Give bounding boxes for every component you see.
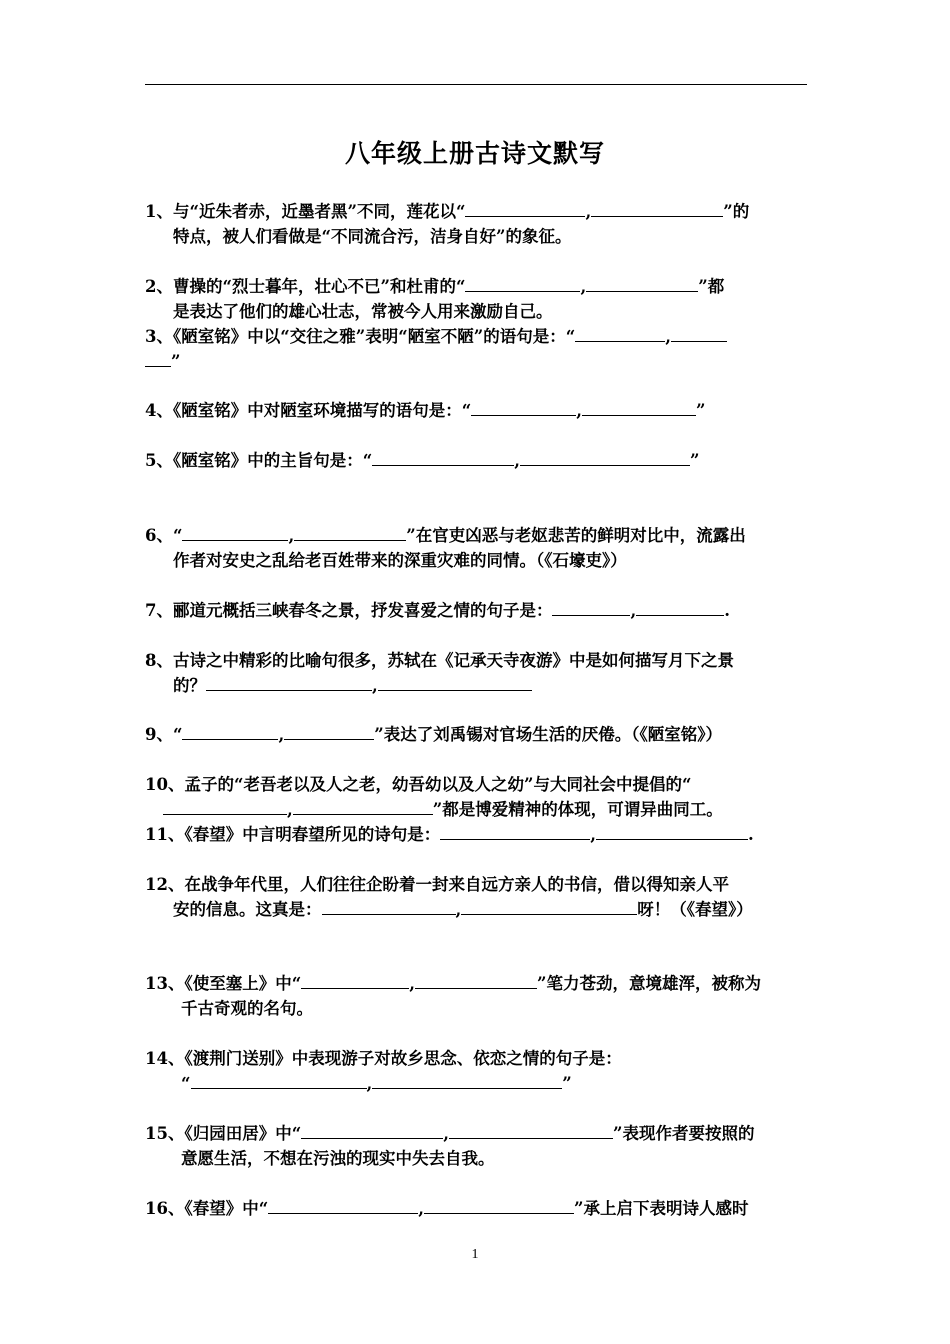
q16-text: 16、《春望》中“ — [145, 1199, 269, 1218]
q15-blank-2[interactable] — [449, 1123, 613, 1139]
q13-comma: , — [409, 974, 415, 993]
q6-text-end: ”在官吏凶恶与老妪悲苦的鲜明对比中，流露出 — [406, 526, 746, 545]
q6-text: 6、“ — [145, 526, 183, 545]
q15-blank-1[interactable] — [301, 1123, 443, 1139]
q4-blank-2[interactable] — [582, 400, 696, 416]
q12-blank-2[interactable] — [461, 899, 637, 915]
page-number: 1 — [471, 1247, 479, 1262]
q13-text-end: ”笔力苍劲，意境雄浑，被称为 — [536, 974, 761, 993]
question-14 — [145, 1046, 809, 1096]
question-2 — [145, 274, 809, 324]
q2-line-2: 是表达了他们的雄心壮志，常被今人用来激励自己。 — [173, 302, 553, 321]
q16-blank-2[interactable] — [424, 1198, 574, 1214]
q6-blank-2[interactable] — [294, 525, 406, 541]
q12-text: 12、在战争年代里，人们往往企盼着一封来自远方亲人的书信，借以得知亲人平 — [145, 875, 729, 894]
q3-comma: , — [665, 327, 671, 346]
question-11 — [145, 822, 809, 847]
q15-text-end: ”表现作者要按照的 — [612, 1124, 755, 1143]
q15-comma: , — [443, 1124, 449, 1143]
q15-text: 15、《归园田居》中“ — [145, 1124, 302, 1143]
q6-line-2: 作者对安史之乱给老百姓带来的深重灾难的同情。（《石壕吏》） — [173, 551, 627, 570]
q4-text-end: ” — [695, 401, 706, 420]
q1-text-end: ”的 — [723, 202, 750, 221]
q9-comma: , — [278, 725, 285, 744]
header-rule — [145, 84, 807, 85]
q16-text-end: ”承上启下表明诗人感时 — [573, 1199, 749, 1218]
question-13 — [145, 971, 809, 1021]
q1-blank-1[interactable] — [465, 201, 585, 217]
q10-comma: , — [287, 800, 293, 819]
q6-comma: , — [288, 526, 295, 545]
q2-comma: , — [580, 277, 587, 296]
q15-line-2: 意愿生活，不想在污浊的现实中失去自我。 — [181, 1149, 495, 1168]
q11-comma: , — [590, 825, 596, 844]
q14-text: 14、《渡荆门送别》中表现游子对故乡思念、依恋之情的句子是： — [145, 1049, 622, 1068]
q11-blank-1[interactable] — [440, 824, 590, 840]
q13-blank-2[interactable] — [415, 973, 537, 989]
q9-blank-1[interactable] — [182, 724, 278, 740]
q2-blank-2[interactable] — [586, 276, 698, 292]
q2-text-end: ”都 — [698, 277, 725, 296]
q13-text: 13、《使至塞上》中“ — [145, 974, 302, 993]
q10-text-end: ”都是博爱精神的体现，可谓异曲同工。 — [432, 800, 723, 819]
q12-comma: , — [455, 900, 462, 919]
q13-blank-1[interactable] — [301, 973, 409, 989]
question-16 — [145, 1196, 809, 1221]
q3-text: 3、《陋室铭》中以“交往之雅”表明“陋室不陋”的语句是：“ — [145, 327, 576, 346]
q1-text: 1、与“近朱者赤，近墨者黑”不同，莲花以“ — [145, 202, 466, 221]
q9-blank-2[interactable] — [284, 724, 374, 740]
q8-blank-1[interactable] — [206, 675, 372, 691]
q7-text: 7、郦道元概括三峡春冬之景，抒发喜爱之情的句子是： — [145, 601, 553, 620]
question-9 — [145, 722, 809, 747]
question-10 — [145, 772, 809, 822]
q6-blank-1[interactable] — [182, 525, 288, 541]
question-5 — [145, 448, 809, 473]
q11-blank-2[interactable] — [596, 824, 748, 840]
question-3 — [145, 324, 809, 374]
q7-comma: , — [630, 601, 637, 620]
q4-comma: , — [576, 401, 582, 420]
question-1 — [145, 199, 809, 249]
question-4 — [145, 398, 809, 423]
q4-text: 4、《陋室铭》中对陋室环境描写的语句是：“ — [145, 401, 472, 420]
q5-text-end: ” — [689, 451, 700, 470]
question-12 — [145, 872, 809, 922]
q14-quote-open: “ — [181, 1074, 191, 1093]
q13-line-2: 千古奇观的名句。 — [181, 999, 313, 1018]
q9-text: 9、“ — [145, 725, 183, 744]
q14-blank-1[interactable] — [191, 1073, 367, 1089]
q14-quote-close: ” — [562, 1074, 572, 1093]
q16-comma: , — [418, 1199, 424, 1218]
q7-blank-1[interactable] — [552, 600, 630, 616]
q12-text-end: 呀！（《春望》） — [637, 900, 753, 919]
page-title: 八年级上册古诗文默写 — [344, 139, 605, 168]
question-15 — [145, 1121, 809, 1171]
q9-text-end: ”表达了刘禹锡对官场生活的厌倦。（《陋室铭》） — [374, 725, 722, 744]
q1-comma: , — [585, 202, 592, 221]
q11-text-end: . — [747, 825, 754, 844]
q10-blank-1[interactable] — [163, 799, 287, 815]
q5-text: 5、《陋室铭》中的主旨句是：“ — [145, 451, 373, 470]
q5-blank-2[interactable] — [520, 450, 690, 466]
q4-blank-1[interactable] — [471, 400, 576, 416]
question-7 — [145, 598, 809, 623]
q3-blank-2b[interactable] — [145, 351, 171, 367]
q10-blank-2[interactable] — [293, 799, 433, 815]
question-6 — [145, 523, 809, 573]
q12-blank-1[interactable] — [322, 899, 456, 915]
q1-line-2: 特点，被人们看做是“不同流合污，洁身自好”的象征。 — [173, 227, 572, 246]
q14-comma: , — [366, 1074, 373, 1093]
q7-text-end: . — [724, 601, 730, 620]
q2-blank-1[interactable] — [465, 276, 580, 292]
q5-blank-1[interactable] — [372, 450, 514, 466]
q12-text-2: 安的信息。这真是： — [173, 900, 322, 919]
q11-text: 11、《春望》中言明春望所见的诗句是： — [145, 825, 441, 844]
q5-comma: , — [514, 451, 520, 470]
question-8 — [145, 648, 809, 698]
q10-text: 10、孟子的“老吾老以及人之老，幼吾幼以及人之幼”与大同社会中提倡的“ — [145, 775, 692, 794]
q8-text: 8、古诗之中精彩的比喻句很多，苏轼在《记承天寺夜游》中是如何描写月下之景 — [145, 651, 734, 670]
q3-blank-2a[interactable] — [671, 326, 727, 342]
q3-text-end: ” — [171, 352, 181, 371]
q7-blank-2[interactable] — [636, 600, 724, 616]
q3-blank-1[interactable] — [575, 326, 665, 342]
q1-blank-2[interactable] — [591, 201, 723, 217]
q8-blank-2[interactable] — [378, 675, 532, 691]
q14-blank-2[interactable] — [372, 1073, 562, 1089]
q8-comma: , — [372, 676, 378, 695]
q8-text-2: 的？ — [173, 676, 206, 695]
q16-blank-1[interactable] — [268, 1198, 418, 1214]
q2-text: 2、曹操的“烈士暮年，壮心不已”和杜甫的“ — [145, 277, 466, 296]
